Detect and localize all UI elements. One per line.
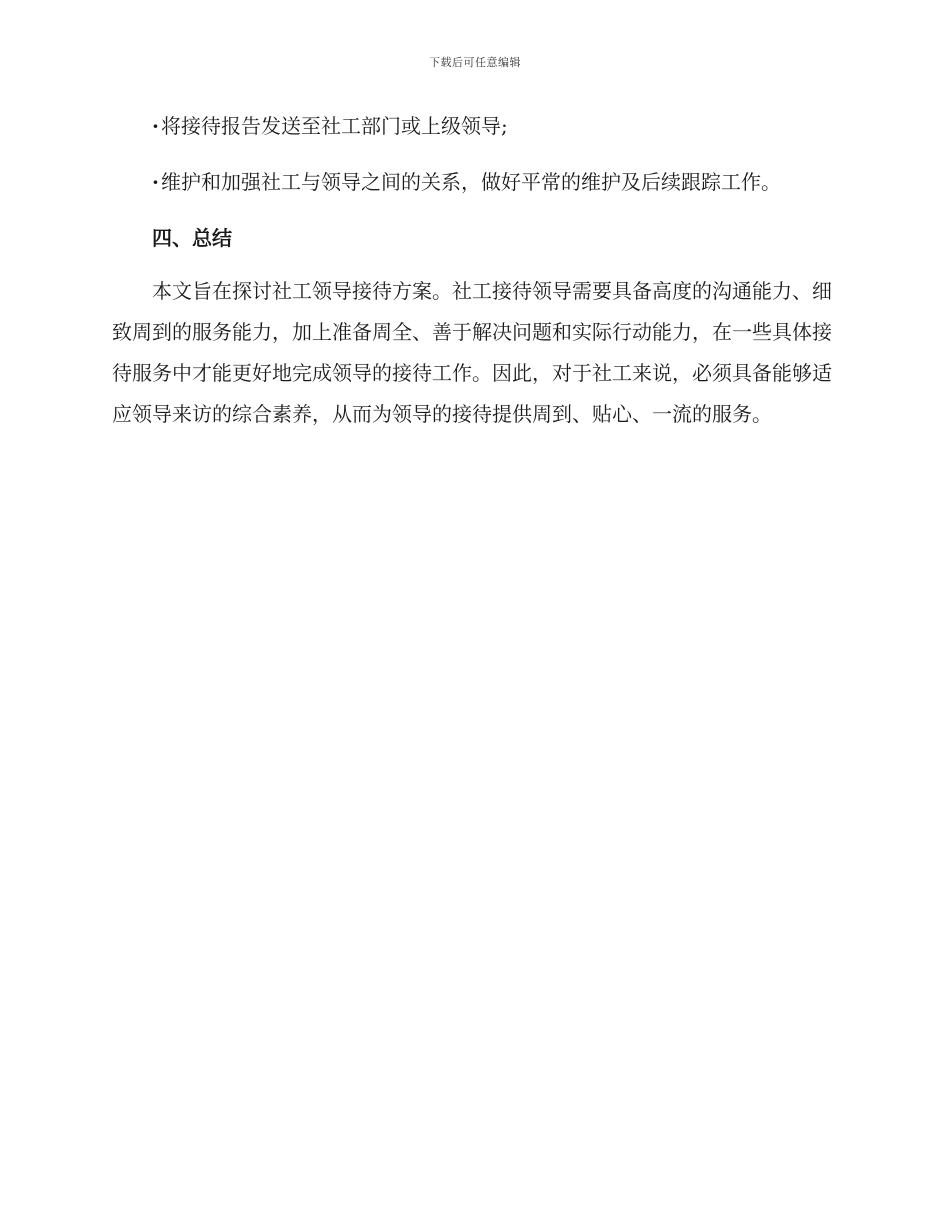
bullet-marker: · (152, 170, 159, 194)
bullet-text: 将接待报告发送至社工部门或上级领导; (160, 114, 508, 138)
bullet-text: 维护和加强社工与领导之间的关系，做好平常的维护及后续跟踪工作。 (160, 170, 781, 194)
bullet-marker: · (152, 114, 159, 138)
page-header: 下载后可任意编辑 (429, 56, 521, 69)
section-paragraph: 本文旨在探讨社工领导接待方案。社工接待领导需要具备高度的沟通能力、细致周到的服务能力，加上准备周全、善于解决问题和实际行动能力，在一些具体接待服务中才能更好地完成领导的接待工作。因此，对于社工来说，必须具备能够适应领导来访的综合素养，从而为领导的接待提供周到、贴心、一流的服务。 (112, 279, 832, 426)
document-body (112, 106, 832, 435)
bullet-item (112, 106, 832, 147)
bullet-item (112, 162, 832, 203)
section-heading: 四、总结 (152, 226, 232, 250)
